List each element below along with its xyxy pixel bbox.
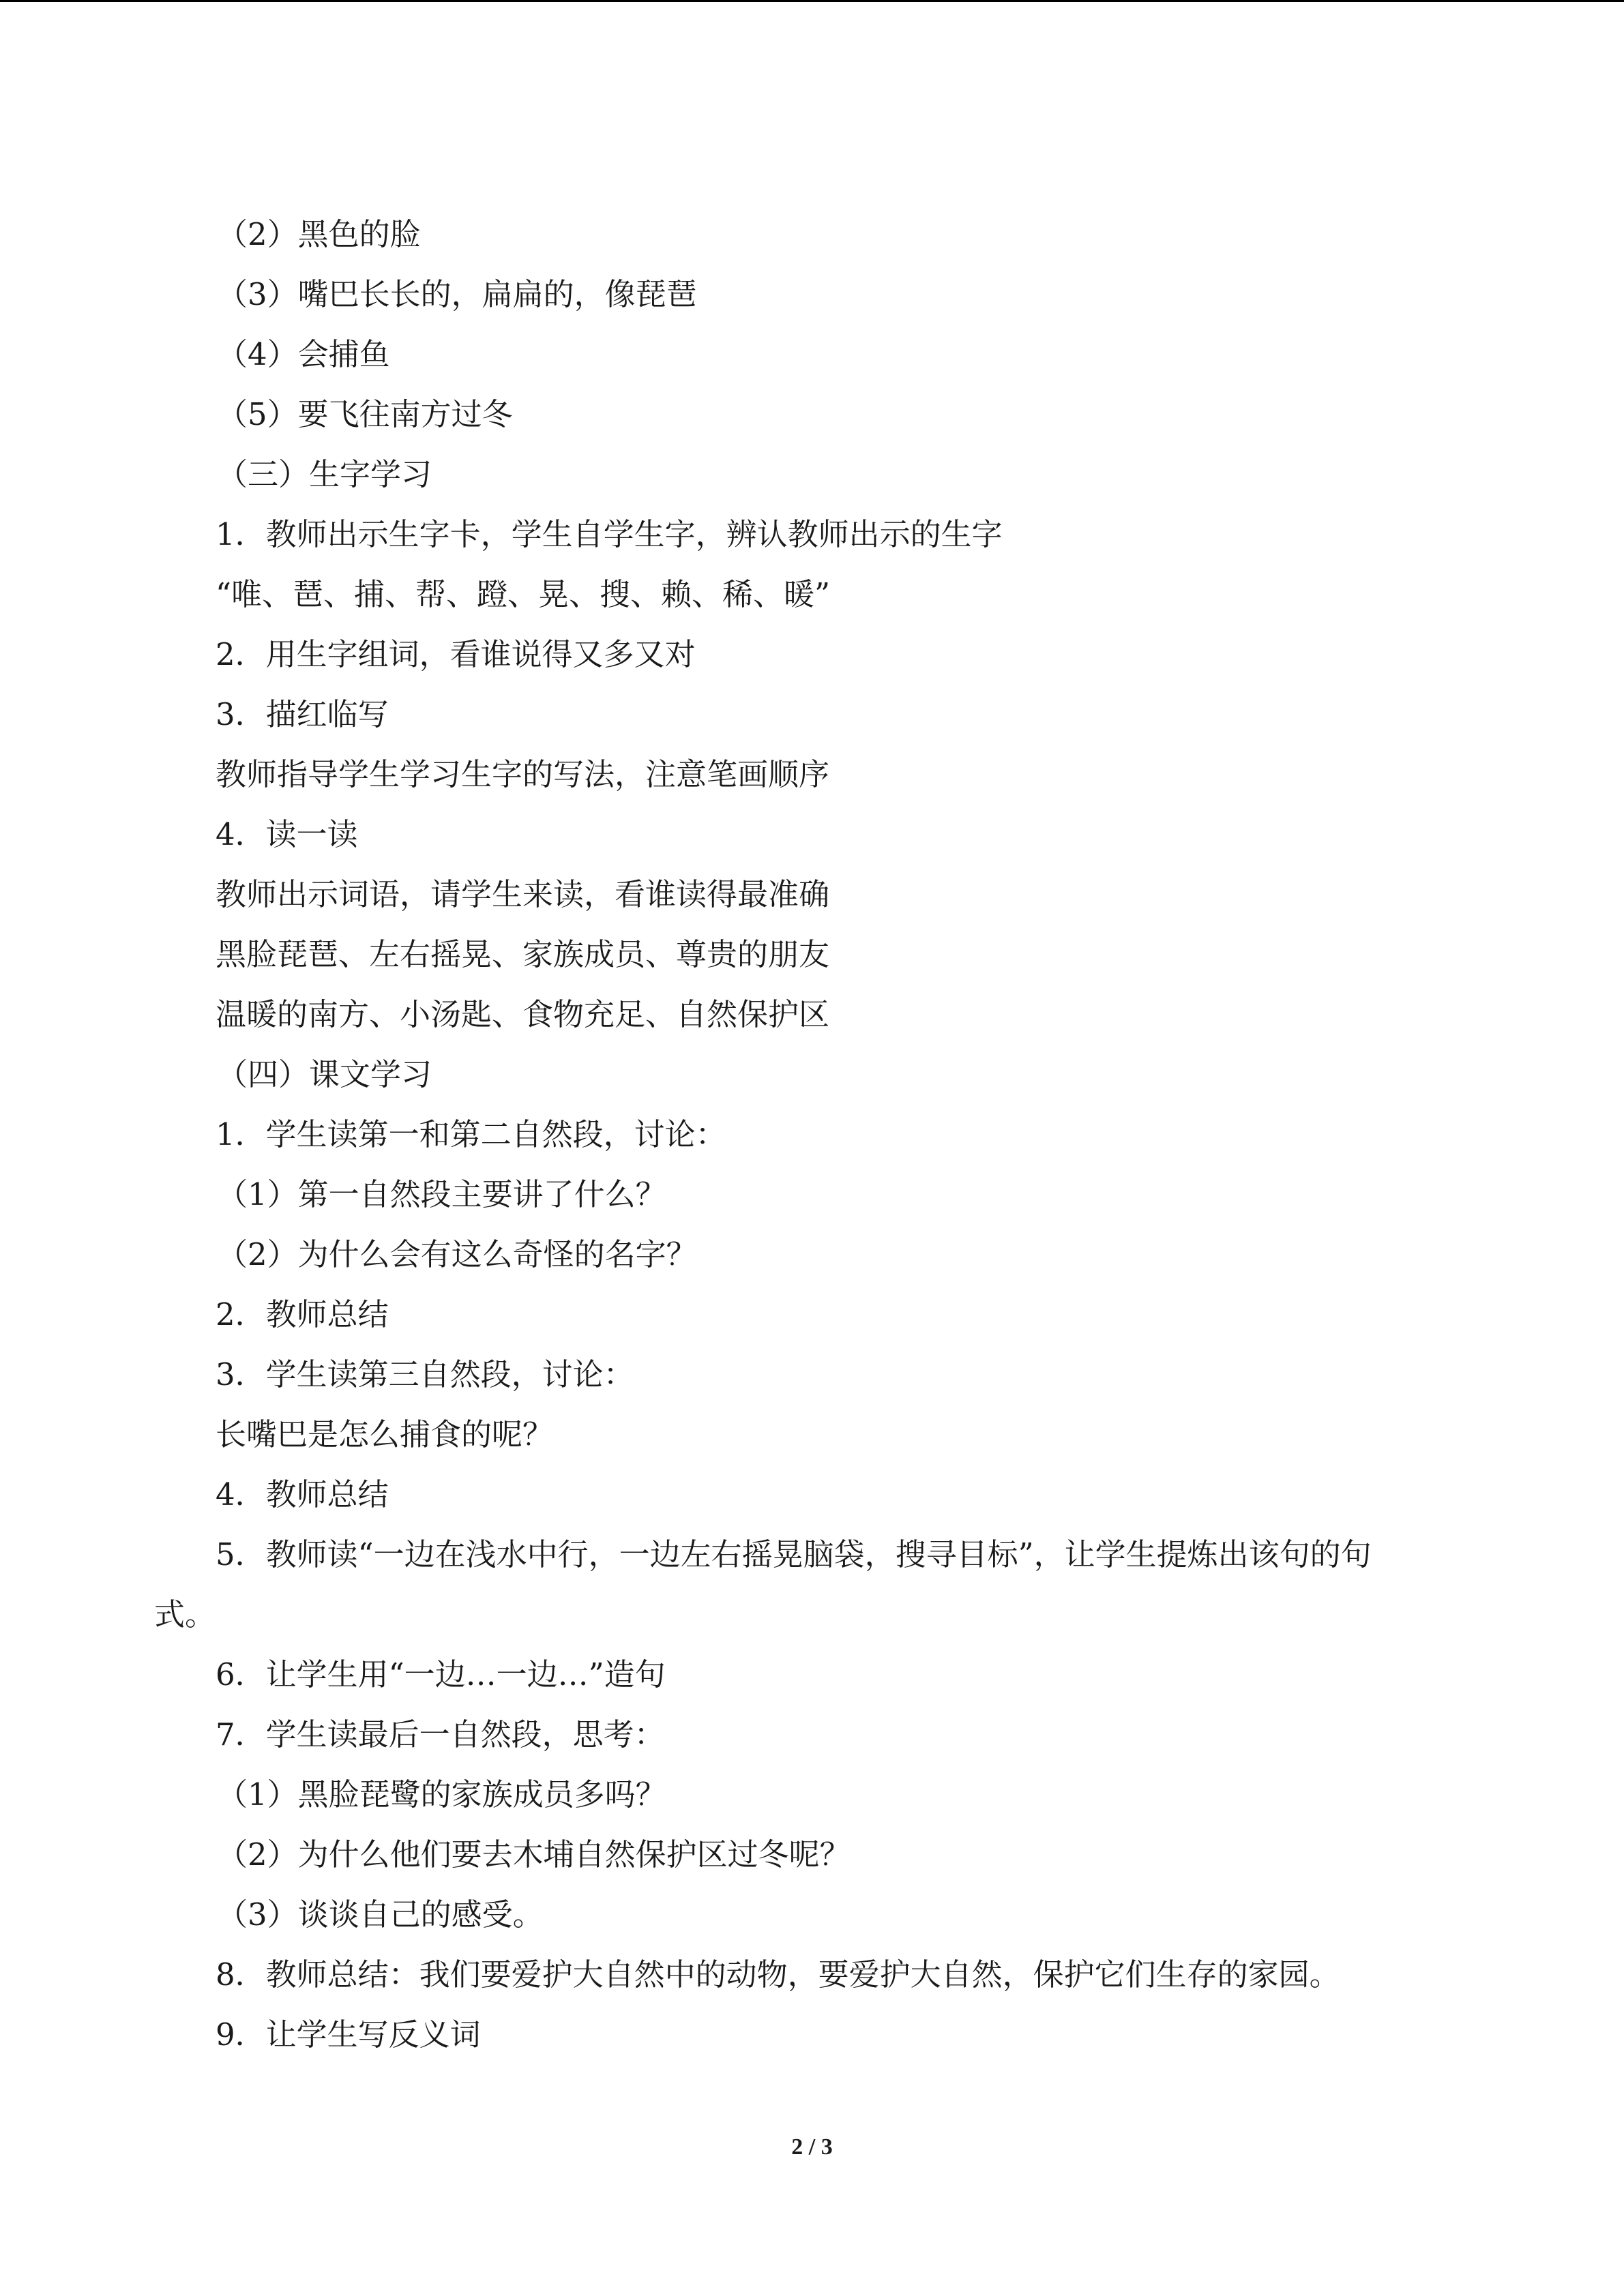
text-line: （3）谈谈自己的感受。 [217, 1896, 544, 1933]
text-line: 9．让学生写反义词 [216, 2016, 481, 2053]
text-line: 7．学生读最后一自然段，思考： [216, 1716, 665, 1753]
text-line: （1）第一自然段主要讲了什么？ [217, 1176, 666, 1212]
text-line: 4．读一读 [216, 816, 358, 852]
text-line: （2）黑色的脸 [217, 216, 421, 252]
text-line: 2．用生字组词，看谁说得又多又对 [216, 636, 696, 672]
text-line: （2）为什么会有这么奇怪的名字？ [217, 1236, 697, 1272]
text-line: 黑脸琵琶、左右摇晃、家族成员、尊贵的朋友 [216, 936, 830, 972]
text-line: 教师出示词语，请学生来读，看谁读得最准确 [216, 876, 830, 912]
text-line: 3．学生读第三自然段，讨论： [216, 1356, 634, 1392]
text-line: 3．描红临写 [216, 696, 389, 732]
text-line: （4）会捕鱼 [217, 336, 390, 372]
text-line: 温暖的南方、小汤匙、食物充足、自然保护区 [216, 996, 830, 1032]
page-number: 2 / 3 [791, 2134, 833, 2160]
section-heading: （三）生字学习 [217, 456, 432, 492]
section-heading: （四）课文学习 [217, 1056, 432, 1092]
text-line: 教师指导学生学习生字的写法，注意笔画顺序 [216, 756, 830, 792]
text-line: 6．让学生用“一边…一边…”造句 [216, 1656, 666, 1693]
text-line: 2．教师总结 [216, 1296, 389, 1332]
text-line: “唯、琶、捕、帮、蹬、晃、搜、赖、稀、暖” [216, 576, 831, 612]
text-line: 5．教师读“一边在浅水中行，一边左右摇晃脑袋，搜寻目标”，让学生提炼出该句的句 [216, 1536, 1372, 1572]
text-line: （1）黑脸琵鹭的家族成员多吗？ [217, 1776, 666, 1813]
text-line: 1．教师出示生字卡，学生自学生字，辨认教师出示的生字 [216, 516, 1003, 552]
text-line: 8．教师总结：我们要爱护大自然中的动物，要爱护大自然，保护它们生存的家园。 [216, 1956, 1340, 1993]
text-line: （5）要飞往南方过冬 [217, 396, 513, 432]
document-body [0, 205, 1624, 2065]
text-line: 式。 [154, 1596, 216, 1632]
text-line: 长嘴巴是怎么捕食的呢？ [216, 1416, 554, 1452]
text-line: （3）嘴巴长长的，扁扁的，像琵琶 [217, 276, 697, 312]
text-line: 1．学生读第一和第二自然段，讨论： [216, 1116, 726, 1152]
text-line: 4．教师总结 [216, 1476, 389, 1512]
text-line: （2）为什么他们要去木埔自然保护区过冬呢？ [217, 1836, 851, 1873]
